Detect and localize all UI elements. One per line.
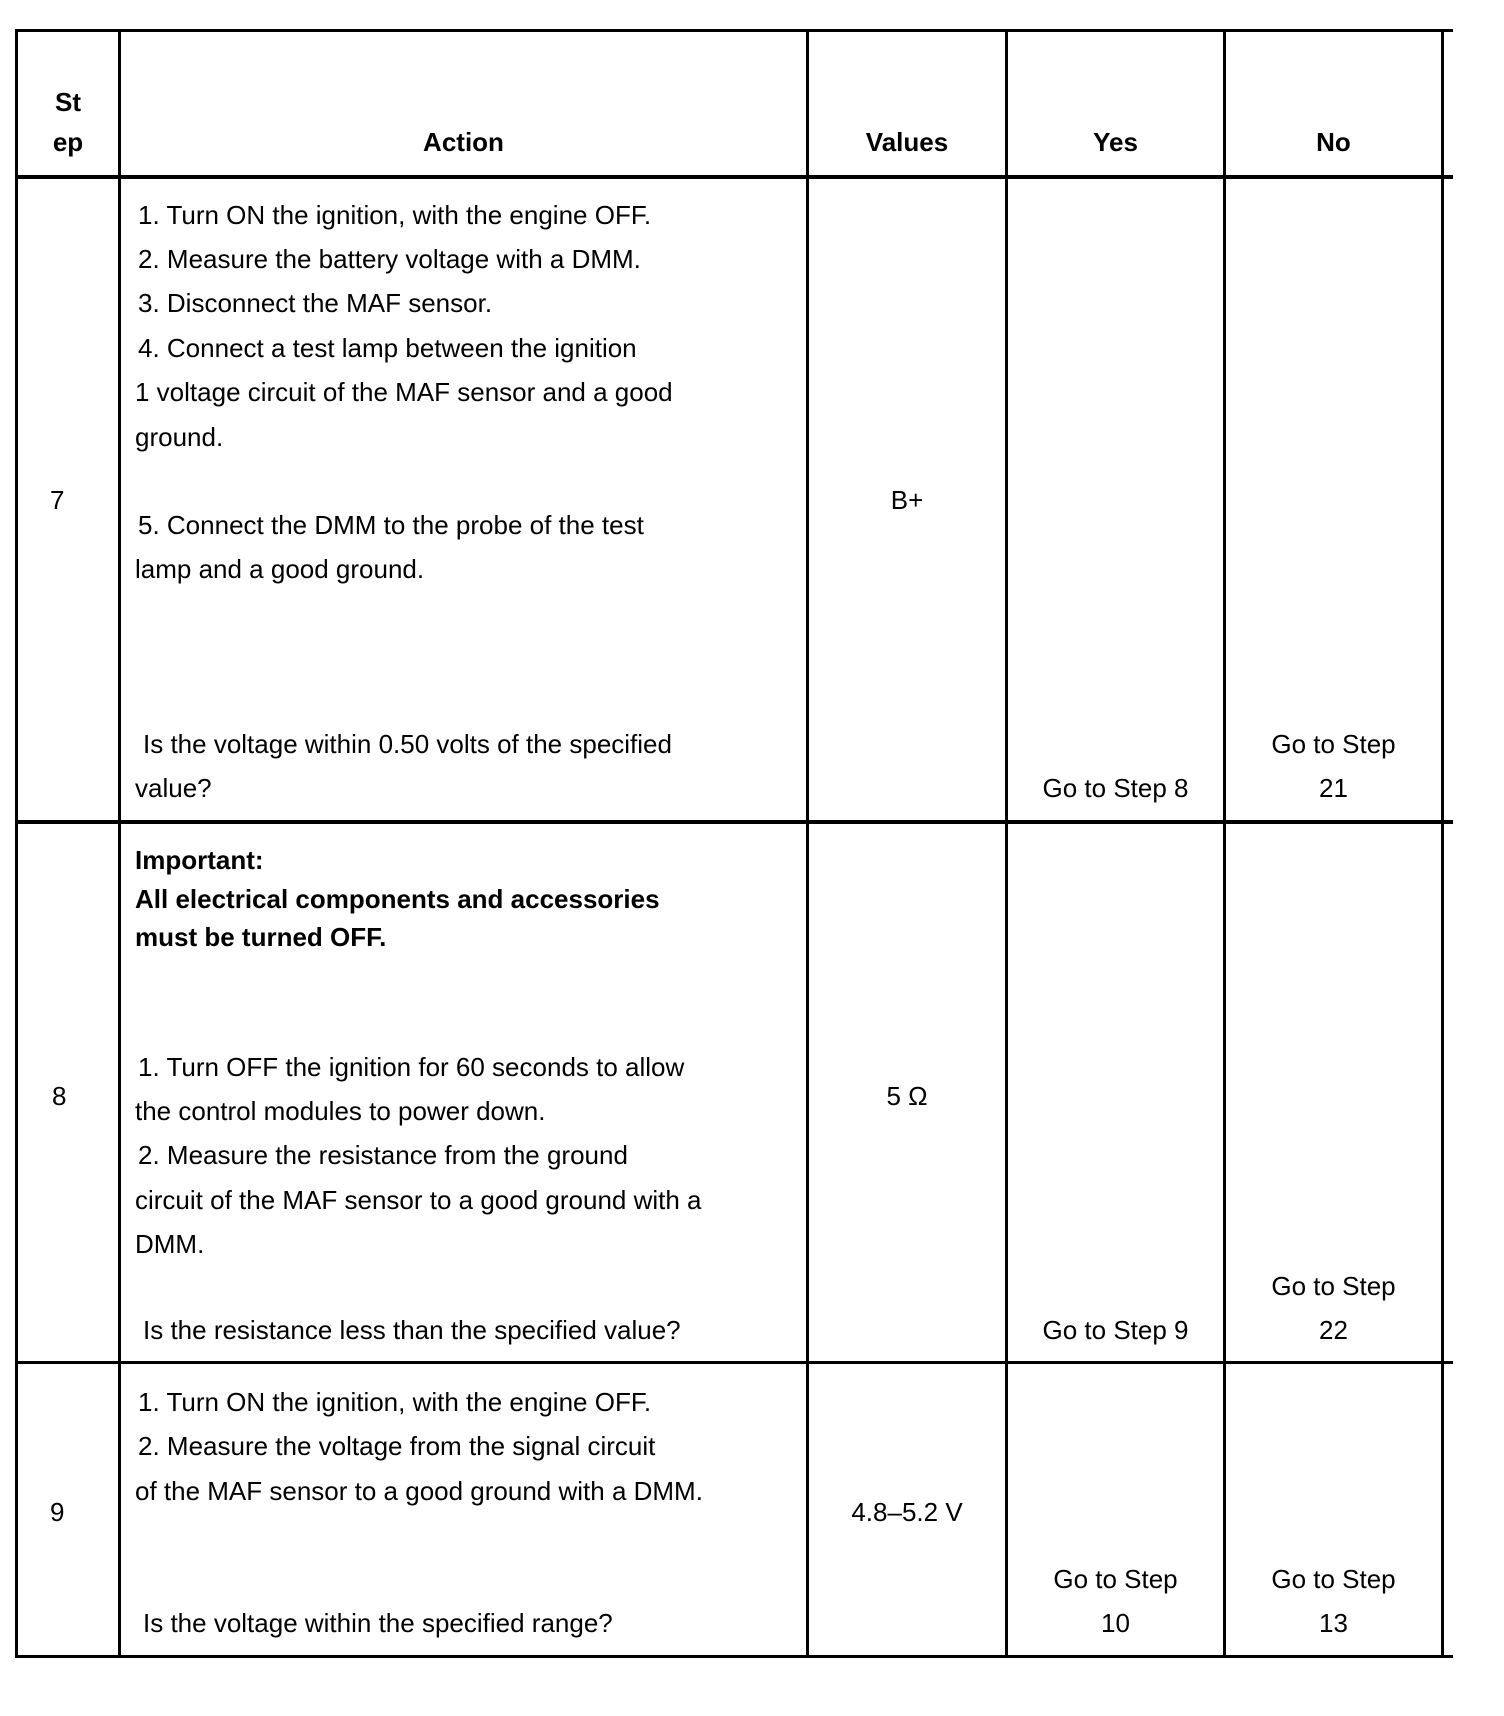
important-line: must be turned OFF. [135, 922, 387, 952]
col-divider-yes-no [1223, 29, 1226, 1658]
value-cell: 5 Ω [886, 1081, 928, 1111]
action-line: 1. Turn ON the ignition, with the engine OFF. [138, 200, 652, 230]
yes-cell: Go to Step 9 [1042, 1315, 1189, 1345]
question-line: Is the resistance less than the specified value? [143, 1315, 681, 1345]
table-border-right [1441, 29, 1444, 1658]
yes-cell-line1: Go to Step [1053, 1564, 1178, 1594]
row-divider-8-9 [15, 1361, 1453, 1364]
table-border-top [15, 29, 1453, 32]
action-line: 2. Measure the battery voltage with a DMM. [138, 244, 641, 274]
header-yes: Yes [1093, 127, 1138, 157]
header-no: No [1316, 127, 1351, 157]
action-line: 1 voltage circuit of the MAF sensor and a good [135, 377, 673, 407]
action-line: 5. Connect the DMM to the probe of the test [138, 510, 644, 540]
yes-cell: Go to Step 8 [1042, 773, 1189, 803]
question-line: Is the voltage within 0.50 volts of the specified [143, 729, 672, 759]
step-number: 8 [52, 1081, 67, 1111]
header-divider [15, 175, 1453, 179]
step-number: 7 [50, 485, 65, 515]
action-line: 2. Measure the voltage from the signal circuit [138, 1431, 656, 1461]
question-line: value? [135, 773, 212, 803]
important-line: All electrical components and accessories [135, 884, 660, 914]
no-cell-line2: 21 [1319, 773, 1348, 803]
action-line: of the MAF sensor to a good ground with a DMM. [135, 1476, 703, 1506]
col-divider-action-values [806, 29, 809, 1658]
row-divider-7-8 [15, 820, 1453, 824]
action-line: lamp and a good ground. [135, 554, 425, 584]
value-cell: 4.8–5.2 V [851, 1497, 963, 1527]
action-line: 2. Measure the resistance from the ground [138, 1140, 628, 1170]
no-cell-line1: Go to Step [1271, 1564, 1396, 1594]
header-step-line1: St [55, 87, 81, 117]
action-line: ground. [135, 422, 224, 452]
yes-cell-line2: 10 [1101, 1608, 1130, 1638]
header-values: Values [865, 127, 949, 157]
no-cell-line1: Go to Step [1271, 1271, 1396, 1301]
action-line: the control modules to power down. [135, 1096, 546, 1126]
action-line: 1. Turn ON the ignition, with the engine OFF. [138, 1387, 652, 1417]
action-line: circuit of the MAF sensor to a good ground with a [135, 1185, 702, 1215]
action-line: 1. Turn OFF the ignition for 60 seconds to allow [138, 1052, 685, 1082]
header-step-line2: ep [52, 127, 84, 157]
question-line: Is the voltage within the specified range? [143, 1608, 613, 1638]
no-cell-line2: 22 [1319, 1315, 1348, 1345]
no-cell-line2: 13 [1319, 1608, 1348, 1638]
header-action: Action [423, 127, 504, 157]
table-border-bottom [15, 1655, 1453, 1658]
value-cell: B+ [890, 485, 924, 515]
important-line: Important: [135, 845, 264, 875]
step-number: 9 [50, 1497, 65, 1527]
col-divider-values-yes [1005, 29, 1008, 1658]
action-line: DMM. [135, 1229, 205, 1259]
table-border-left [15, 29, 18, 1658]
action-line: 4. Connect a test lamp between the ignition [138, 333, 637, 363]
no-cell-line1: Go to Step [1271, 729, 1396, 759]
col-divider-step-action [118, 29, 121, 1658]
action-line: 3. Disconnect the MAF sensor. [138, 288, 493, 318]
